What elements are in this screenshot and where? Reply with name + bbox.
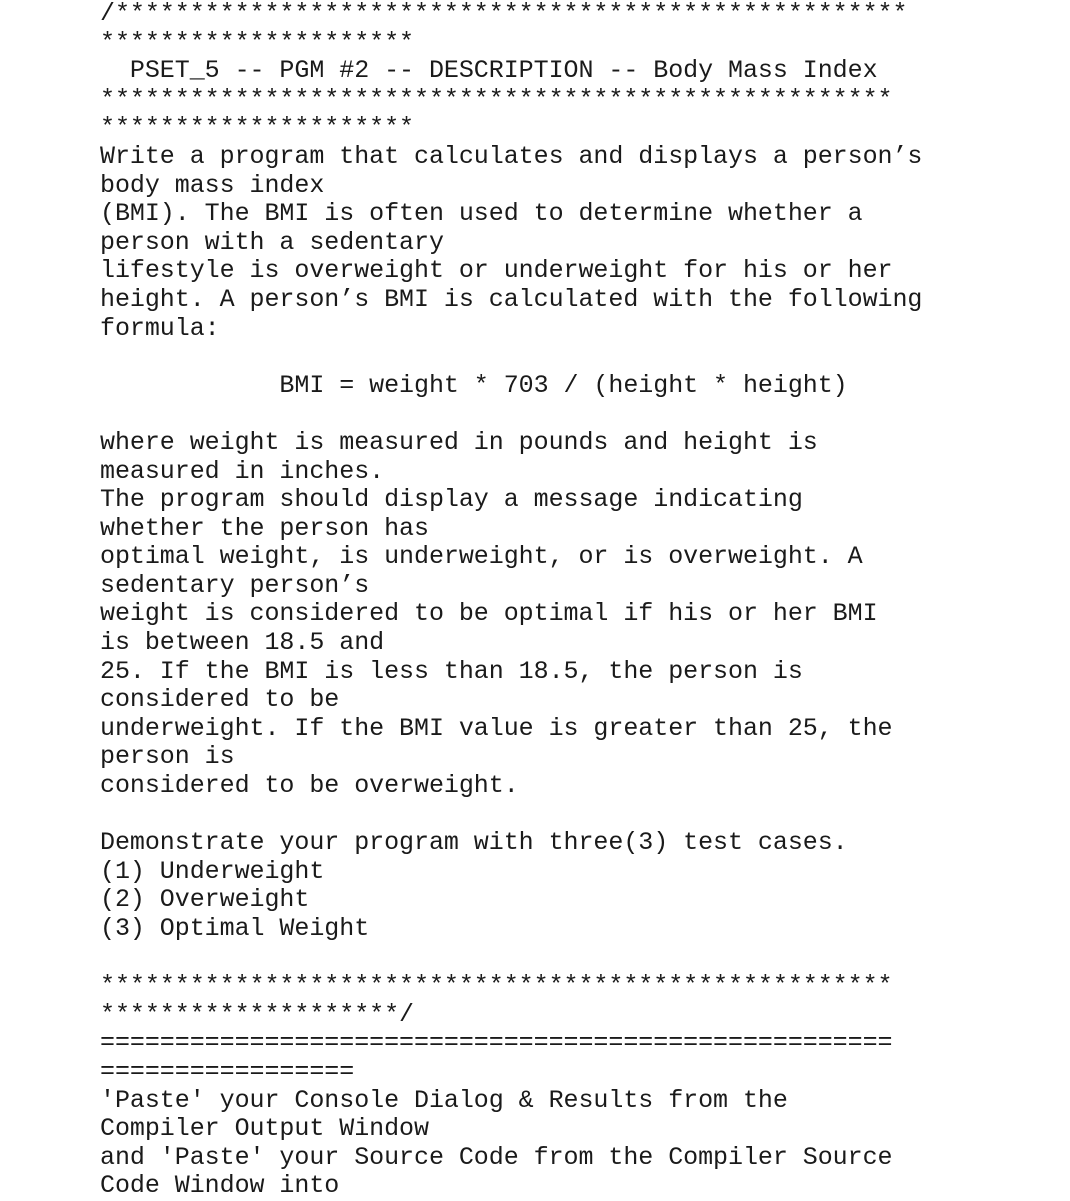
text-line: is between 18.5 and bbox=[100, 628, 385, 658]
text-line: ===================================================== bbox=[100, 1028, 893, 1058]
text-line: Demonstrate your program with three(3) test cases. bbox=[100, 828, 848, 858]
text-line: ***************************************************** bbox=[100, 971, 893, 1001]
text-line: (BMI). The BMI is often used to determine whether a bbox=[100, 199, 863, 229]
text-line: sedentary person’s bbox=[100, 570, 370, 600]
text-line: optimal weight, is underweight, or is overweight. A bbox=[100, 542, 863, 572]
text-line bbox=[100, 343, 1060, 372]
text-line: considered to be bbox=[100, 685, 340, 715]
text-line: person is bbox=[100, 742, 235, 772]
text-line: body mass index bbox=[100, 170, 325, 200]
text-line: The program should display a message indicating bbox=[100, 485, 803, 515]
text-line: ********************* bbox=[100, 27, 415, 57]
text-line: where weight is measured in pounds and height is bbox=[100, 427, 818, 457]
text-line: Compiler Output Window bbox=[100, 1114, 429, 1144]
text-line: height. A person’s BMI is calculated with the following bbox=[100, 284, 923, 314]
text-line: ================= bbox=[100, 1056, 355, 1086]
text-line: measured in inches. bbox=[100, 456, 385, 486]
text-line: ********************/ bbox=[100, 999, 415, 1029]
text-line: /***************************************************** bbox=[100, 0, 908, 28]
text-line: formula: bbox=[100, 313, 220, 343]
text-line: and 'Paste' your Source Code from the Compiler Source bbox=[100, 1142, 893, 1172]
text-line: (2) Overweight bbox=[100, 885, 310, 915]
text-line: 'Paste' your Console Dialog & Results from the bbox=[100, 1085, 788, 1115]
text-line: Code Window into bbox=[100, 1171, 340, 1201]
text-line: PSET_5 -- PGM #2 -- DESCRIPTION -- Body Mass Index bbox=[100, 56, 878, 86]
document-text bbox=[100, 0, 1060, 1201]
text-line: whether the person has bbox=[100, 513, 429, 543]
text-line: considered to be overweight. bbox=[100, 771, 519, 801]
text-line: 25. If the BMI is less than 18.5, the person is bbox=[100, 656, 803, 686]
text-line: ***************************************************** bbox=[100, 84, 893, 114]
text-line bbox=[100, 944, 1060, 973]
text-line bbox=[100, 400, 1060, 429]
text-line: Write a program that calculates and displays a person’s bbox=[100, 141, 923, 171]
text-line: lifestyle is overweight or underweight for his or her bbox=[100, 256, 893, 286]
text-line: (3) Optimal Weight bbox=[100, 914, 370, 943]
text-line: person with a sedentary bbox=[100, 227, 444, 257]
text-line: weight is considered to be optimal if his or her BMI bbox=[100, 599, 878, 629]
text-line: BMI = weight * 703 / (height * height) bbox=[100, 370, 848, 400]
text-line bbox=[100, 801, 1060, 830]
text-line: (1) Underweight bbox=[100, 856, 325, 886]
text-line: underweight. If the BMI value is greater than 25, the bbox=[100, 713, 893, 743]
text-line: ********************* bbox=[100, 113, 415, 143]
